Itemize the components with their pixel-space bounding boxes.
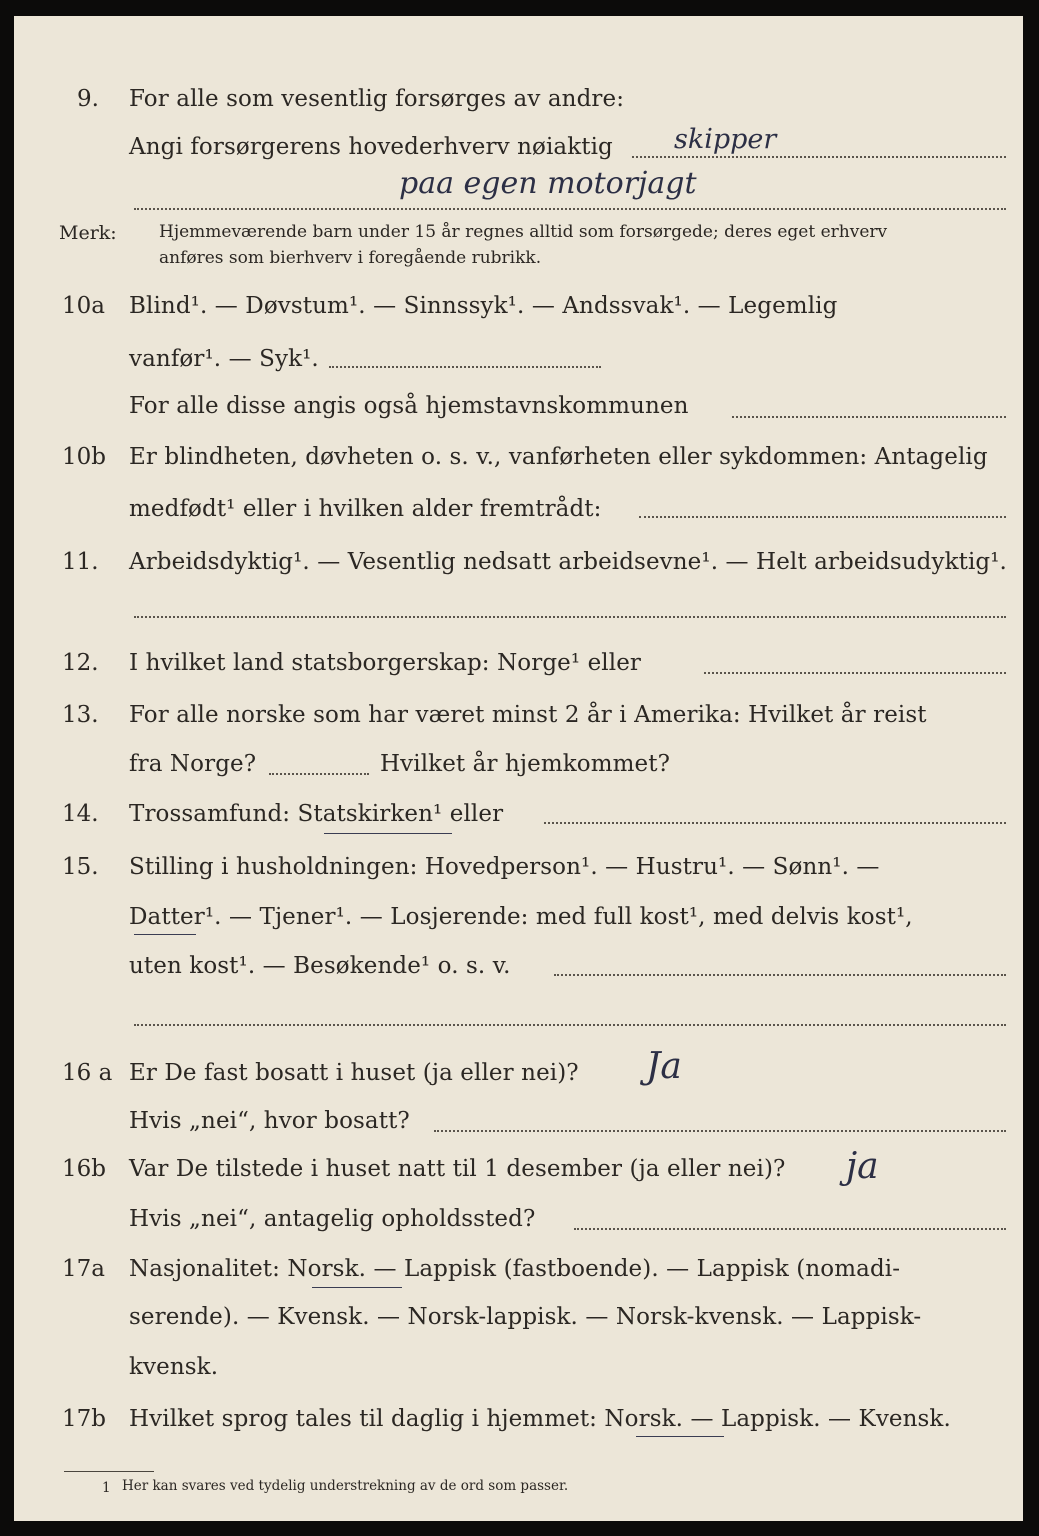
q15-number: 15. — [62, 854, 99, 880]
q14-answer-line — [544, 822, 1006, 824]
q14-line1: Trossamfund: Statskirken¹ eller — [129, 801, 504, 827]
q17b-number: 17b — [62, 1406, 106, 1432]
q16a-answer-line — [434, 1130, 1006, 1132]
q16a-line2: Hvis „nei“, hvor bosatt? — [129, 1108, 410, 1134]
q12-line1: I hvilket land statsborgerskap: Norge¹ eller — [129, 650, 642, 676]
footnote-mark: 1 — [102, 1480, 111, 1496]
q17a-line2: serende). — Kvensk. — Norsk-lappisk. — Norsk-kvensk. — Lappisk- — [129, 1304, 922, 1330]
merk-line2: anføres som bierhverv i foregående rubrikk. — [159, 248, 542, 268]
q13-line2a: fra Norge? — [129, 751, 257, 777]
q10a-number: 10a — [62, 293, 105, 319]
q10a-answer-line-1 — [329, 366, 601, 368]
q10b-line2: medfødt¹ eller i hvilken alder fremtrådt: — [129, 496, 602, 522]
q16a-handwritten-answer: Ja — [646, 1046, 682, 1087]
q13-year-left-line — [269, 773, 369, 775]
q16a-number: 16 a — [62, 1060, 113, 1086]
q10b-answer-line — [639, 516, 1006, 518]
q17b-line1: Hvilket sprog tales til daglig i hjemmet: Norsk. — Lappisk. — Kvensk. — [129, 1406, 951, 1432]
q15-line1: Stilling i husholdningen: Hovedperson¹. — Hustru¹. — Sønn¹. — — [129, 854, 880, 880]
q16a-line1: Er De fast bosatt i huset (ja eller nei)? — [129, 1060, 579, 1086]
q17a-line3: kvensk. — [129, 1354, 219, 1380]
q15-answer-line-1 — [554, 974, 1006, 976]
q12-answer-line — [704, 672, 1006, 674]
footnote-rule — [64, 1471, 154, 1472]
q11-line1: Arbeidsdyktig¹. — Vesentlig nedsatt arbeidsevne¹. — Helt arbeidsudyktig¹. — [129, 549, 1007, 575]
merk-line1: Hjemmeværende barn under 15 år regnes alltid som forsørgede; deres eget erhverv — [159, 222, 888, 242]
q13-number: 13. — [62, 702, 99, 728]
datter-handwritten-underline — [134, 934, 196, 935]
q9-handwritten-answer-1: skipper — [674, 124, 777, 155]
q14-number: 14. — [62, 801, 99, 827]
q16b-line1: Var De tilstede i huset natt til 1 desember (ja eller nei)? — [129, 1156, 786, 1182]
statskirken-handwritten-underline — [324, 833, 452, 834]
norsk-handwritten-underline-17b — [636, 1436, 724, 1437]
q10a-line2: vanfør¹. — Syk¹. — [129, 346, 319, 372]
q13-line1: For alle norske som har været minst 2 år i Amerika: Hvilket år reist — [129, 702, 927, 728]
census-form-page — [14, 16, 1023, 1521]
q10a-line3: For alle disse angis også hjemstavnskommunen — [129, 393, 689, 419]
q10b-line1: Er blindheten, døvheten o. s. v., vanførheten eller sykdommen: Antagelig — [129, 444, 988, 470]
q9-answer-line-2 — [134, 208, 1006, 210]
q15-line2: Datter¹. — Tjener¹. — Losjerende: med full kost¹, med delvis kost¹, — [129, 904, 913, 930]
q10a-answer-line-2 — [732, 416, 1006, 418]
q9-handwritten-answer-2: paa egen motorjagt — [399, 166, 697, 201]
q17a-line1: Nasjonalitet: Norsk. — Lappisk (fastboende). — Lappisk (nomadi- — [129, 1256, 901, 1282]
q16b-number: 16b — [62, 1156, 106, 1182]
q9-line1: For alle som vesentlig forsørges av andre: — [129, 86, 625, 112]
q16b-answer-line — [574, 1228, 1006, 1230]
q15-line3: uten kost¹. — Besøkende¹ o. s. v. — [129, 953, 511, 979]
q11-answer-line — [134, 616, 1006, 618]
q11-number: 11. — [62, 549, 99, 575]
q9-line2: Angi forsørgerens hovederhverv nøiaktig — [129, 134, 613, 160]
footnote-text: Her kan svares ved tydelig understrekning av de ord som passer. — [122, 1478, 569, 1494]
q13-line2b: Hvilket år hjemkommet? — [380, 751, 671, 777]
q10b-number: 10b — [62, 444, 106, 470]
q10a-line1: Blind¹. — Døvstum¹. — Sinnssyk¹. — Andssvak¹. — Legemlig — [129, 293, 838, 319]
q16b-handwritten-answer: ja — [846, 1146, 879, 1187]
q16b-line2: Hvis „nei“, antagelig opholdssted? — [129, 1206, 536, 1232]
q9-number: 9. — [77, 86, 99, 112]
q15-answer-line-2 — [134, 1024, 1006, 1026]
norsk-handwritten-underline-17a — [312, 1287, 402, 1288]
merk-label: Merk: — [59, 222, 117, 244]
q9-answer-line-1 — [632, 156, 1006, 158]
q17a-number: 17a — [62, 1256, 105, 1282]
q12-number: 12. — [62, 650, 99, 676]
